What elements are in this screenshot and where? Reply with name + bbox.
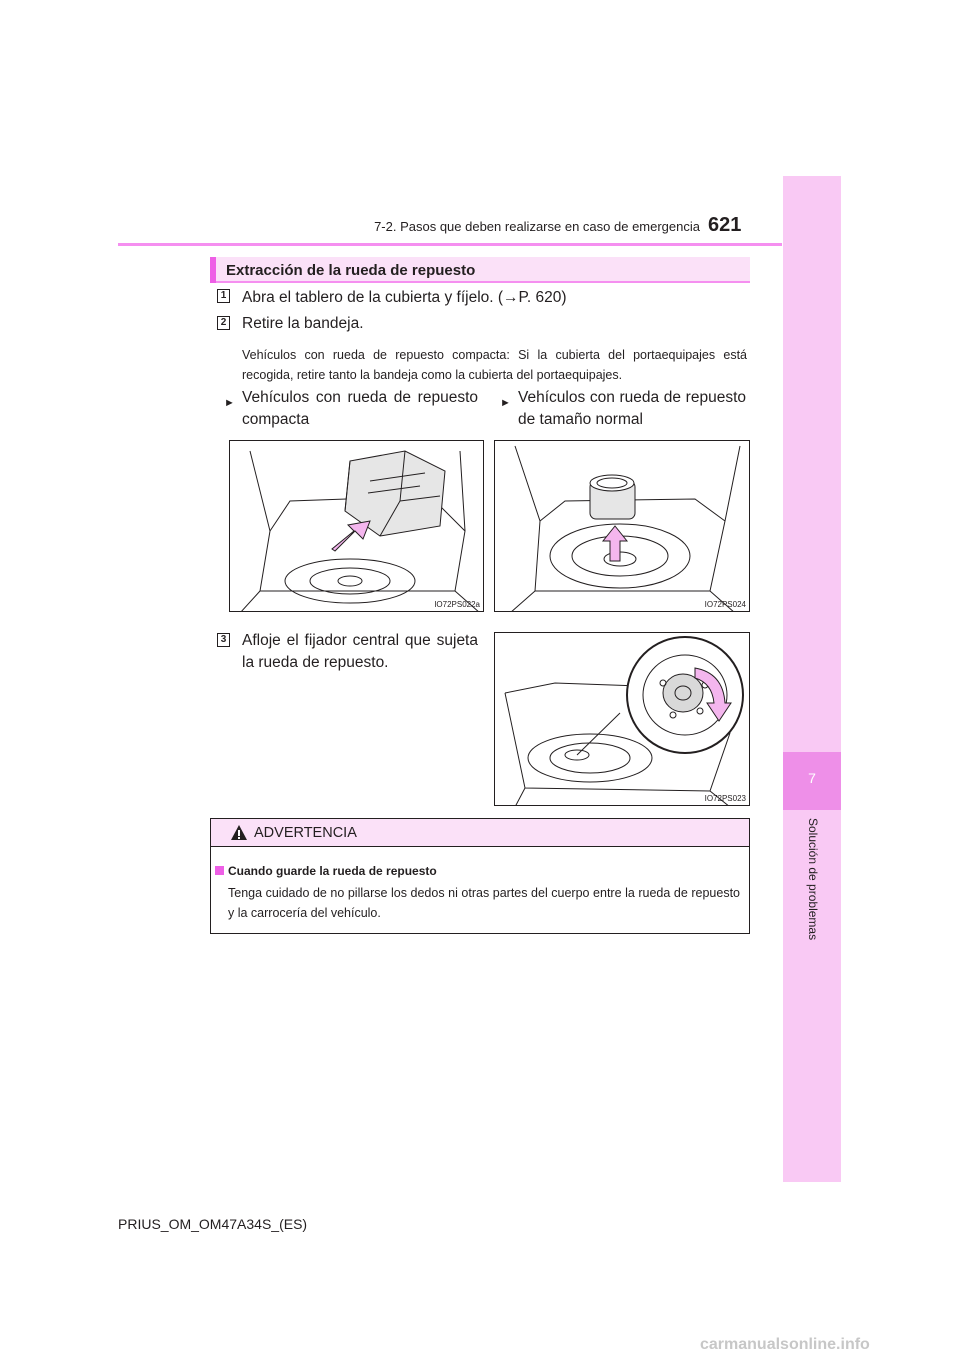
section-title: Extracción de la rueda de repuesto [226, 262, 476, 279]
warning-title: ADVERTENCIA [254, 825, 357, 841]
chapter-label: Solución de problemas [806, 818, 820, 941]
watermark: carmanualsonline.info [700, 1336, 870, 1353]
step-text-1: Abra el tablero de la cubierta y fíjelo. (→P. 620) [242, 289, 567, 306]
step-text-3: Afloje el fijador central que sujeta la rueda de repuesto. [242, 632, 478, 671]
trunk-illustration [495, 633, 750, 806]
section-heading-accent [210, 257, 216, 283]
chapter-side-tab [783, 176, 841, 1182]
figure-code: IO72PS023 [704, 794, 746, 803]
figure-compact-spare [229, 440, 484, 612]
step-number-3: 3 [217, 633, 230, 647]
document-code: PRIUS_OM_OM47A34S_(ES) [118, 1216, 308, 1232]
trunk-illustration [495, 441, 750, 612]
running-header: 7-2. Pasos que deben realizarse en caso de emergencia [374, 219, 700, 234]
figure-caption-fullsize: Vehículos con rueda de repuesto de tamaño normal [518, 389, 746, 428]
figure-code: IO72PS024 [704, 600, 746, 609]
page-number: 621 [708, 214, 742, 236]
trunk-illustration [230, 441, 484, 612]
figure-loosen-fastener [494, 632, 750, 806]
step-2-note: Vehículos con rueda de repuesto compacta: Si la cubierta del portaequipajes está recogida, retire tanto la bandeja como la cubierta del portaequipajes. [242, 348, 747, 382]
bullet-icon: ► [224, 397, 235, 409]
figure-fullsize-spare [494, 440, 750, 612]
header-rule [118, 243, 782, 246]
warning-subtitle: Cuando guarde la rueda de repuesto [228, 864, 437, 878]
warning-triangle-icon [230, 824, 248, 846]
figure-caption-compact: Vehículos con rueda de repuesto compacta [242, 389, 478, 428]
step-text-2: Retire la bandeja. [242, 315, 364, 332]
chapter-number: 7 [808, 770, 816, 786]
warning-bullet-icon [215, 866, 224, 875]
step-number-1: 1 [217, 289, 230, 303]
bullet-icon: ► [500, 397, 511, 409]
figure-code: IO72PS022a [434, 600, 480, 609]
warning-body: Tenga cuidado de no pillarse los dedos ni otras partes del cuerpo entre la rueda de repuesto y la carrocería del vehículo. [228, 886, 740, 920]
step-number-2: 2 [217, 316, 230, 330]
